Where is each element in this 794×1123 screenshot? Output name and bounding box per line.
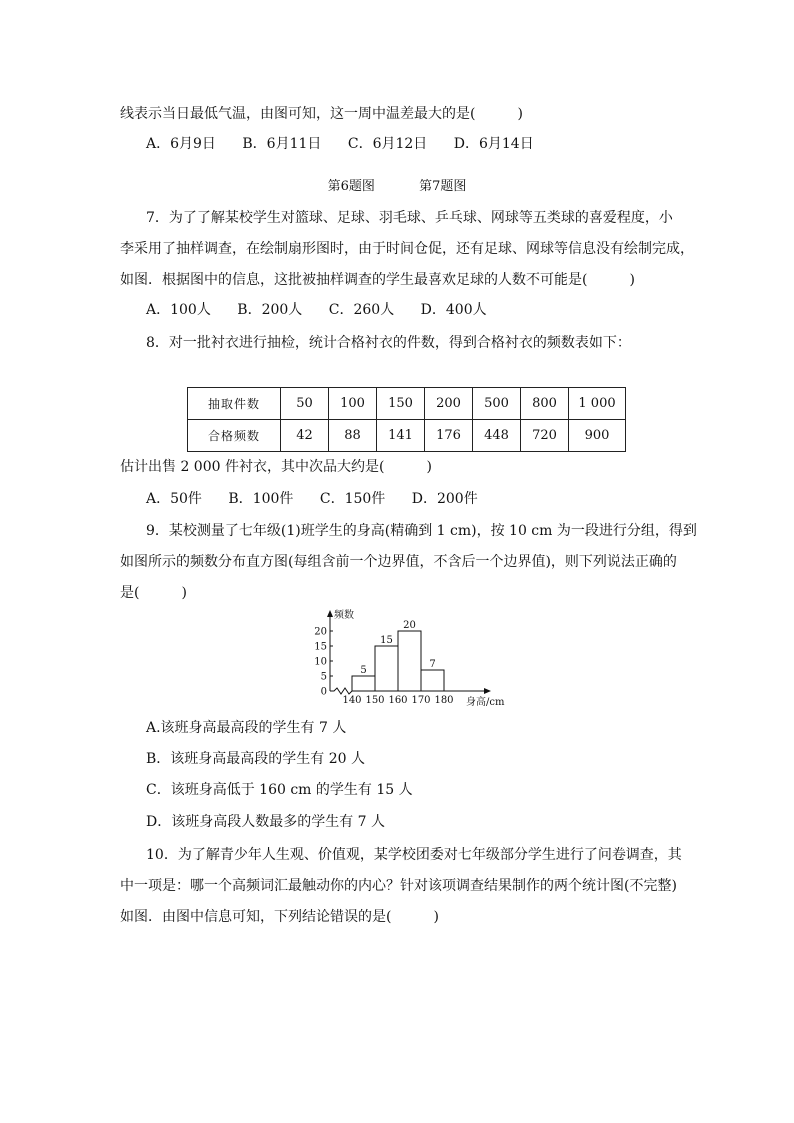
- table-header-qualified: 合格频数: [188, 420, 281, 452]
- q8-option-c: C．150件: [319, 491, 386, 507]
- q7-line1: 7．为了了解某校学生对篮球、足球、羽毛球、乒乓球、网球等五类球的喜爱程度，小: [146, 210, 673, 226]
- x-tick-label: 140: [342, 695, 362, 706]
- table-cell: 500: [473, 388, 521, 420]
- q8-option-b: B．100件: [228, 491, 294, 507]
- y-axis-arrow-icon: [327, 610, 333, 617]
- q6-options: [146, 134, 556, 154]
- figure-captions: [0, 178, 794, 196]
- caption-fig7: 第7题图: [419, 179, 467, 194]
- bar-value-label: 5: [360, 665, 367, 676]
- axis-break-icon: [330, 688, 352, 694]
- x-tick-label: 160: [388, 695, 408, 706]
- q7-line3: 如图．根据图中的信息，这批被抽样调查的学生最喜欢足球的人数不可能是( ): [120, 272, 635, 288]
- x-axis-label: 身高/cm: [466, 697, 505, 708]
- caption-fig6: 第6题图: [327, 179, 375, 194]
- table-row: [188, 388, 626, 420]
- q9-option-d: D．该班身高段人数最多的学生有 7 人: [146, 814, 386, 830]
- table-cell: 720: [521, 420, 569, 452]
- table-cell: 150: [377, 388, 425, 420]
- q9-option-c: C．该班身高低于 160 cm 的学生有 15 人: [146, 782, 413, 798]
- x-tick-label: 180: [434, 695, 454, 706]
- table-header-sampled: 抽取件数: [188, 388, 281, 420]
- q6-option-a: A．6月9日: [146, 136, 216, 152]
- table-cell: 50: [281, 388, 329, 420]
- frequency-table: [187, 387, 626, 452]
- q10-line1: 10．为了解青少年人生观、价值观，某学校团委对七年级部分学生进行了问卷调查，其: [146, 847, 682, 863]
- table-cell: 100: [329, 388, 377, 420]
- table-cell: 88: [329, 420, 377, 452]
- y-tick-label: 20: [314, 626, 327, 638]
- q9-line3: 是( ): [120, 585, 187, 601]
- q7-line2: 李采用了抽样调查，在绘制扇形图时，由于时间仓促，还有足球、网球等信息没有绘制完成，: [120, 241, 694, 257]
- table-cell: 42: [281, 420, 329, 452]
- y-tick-label: 0: [320, 686, 327, 698]
- table-row: [188, 420, 626, 452]
- bar-value-label: 7: [429, 659, 436, 670]
- y-tick-label: 10: [314, 656, 327, 668]
- q9-option-a: A.该班身高最高段的学生有 7 人: [146, 720, 347, 736]
- table-cell: 800: [521, 388, 569, 420]
- table-cell: 200: [425, 388, 473, 420]
- q7-option-b: B．200人: [237, 302, 303, 318]
- table-cell: 900: [569, 420, 626, 452]
- table-cell: 141: [377, 420, 425, 452]
- histogram-bar: [421, 670, 444, 691]
- q7-options: [146, 300, 509, 320]
- height-histogram: [310, 608, 510, 712]
- q10-line2: 中一项是：哪一个高频词汇最触动你的内心？针对该项调查结果制作的两个统计图(不完整): [120, 878, 677, 894]
- q9-line2: 如图所示的频数分布直方图(每组含前一个边界值，不含后一个边界值)，则下列说法正确的: [120, 554, 677, 570]
- histogram-bar: [398, 631, 421, 691]
- q7-option-c: C．260人: [328, 302, 395, 318]
- q6-option-b: B．6月11日: [242, 136, 322, 152]
- histogram-bar: [352, 676, 375, 691]
- y-tick-label: 5: [320, 671, 327, 683]
- q8-option-a: A．50件: [146, 491, 202, 507]
- q8-question: 估计出售 2 000 件衬衣，其中次品大约是( ): [120, 459, 432, 475]
- q9-line1: 9．某校测量了七年级(1)班学生的身高(精确到 1 cm)，按 10 cm 为一段进行分组，得到: [146, 523, 697, 539]
- q6-option-d: D．6月14日: [453, 136, 534, 152]
- q8-options: [146, 489, 500, 509]
- table-cell: 176: [425, 420, 473, 452]
- histogram-bar: [375, 646, 398, 691]
- q6-text: 线表示当日最低气温，由图可知，这一周中温差最大的是( ): [120, 106, 523, 122]
- x-tick-label: 170: [411, 695, 431, 706]
- x-axis-arrow-icon: [484, 688, 491, 694]
- q9-option-b: B．该班身高最高段的学生有 20 人: [146, 751, 366, 767]
- q7-option-d: D．400人: [420, 302, 487, 318]
- q6-option-c: C．6月12日: [347, 136, 428, 152]
- bar-value-label: 15: [380, 635, 393, 646]
- bar-value-label: 20: [403, 620, 416, 631]
- y-tick-label: 15: [314, 641, 327, 653]
- table-cell: 448: [473, 420, 521, 452]
- q7-option-a: A．100人: [146, 302, 211, 318]
- q10-line3: 如图．由图中信息可知，下列结论错误的是( ): [120, 909, 439, 925]
- table-cell: 1 000: [569, 388, 626, 420]
- x-tick-label: 150: [365, 695, 385, 706]
- q8-line1: 8．对一批衬衣进行抽检，统计合格衬衣的件数，得到合格衬衣的频数表如下：: [146, 335, 631, 351]
- y-axis-label: 频数: [334, 610, 354, 621]
- q8-option-d: D．200件: [411, 491, 478, 507]
